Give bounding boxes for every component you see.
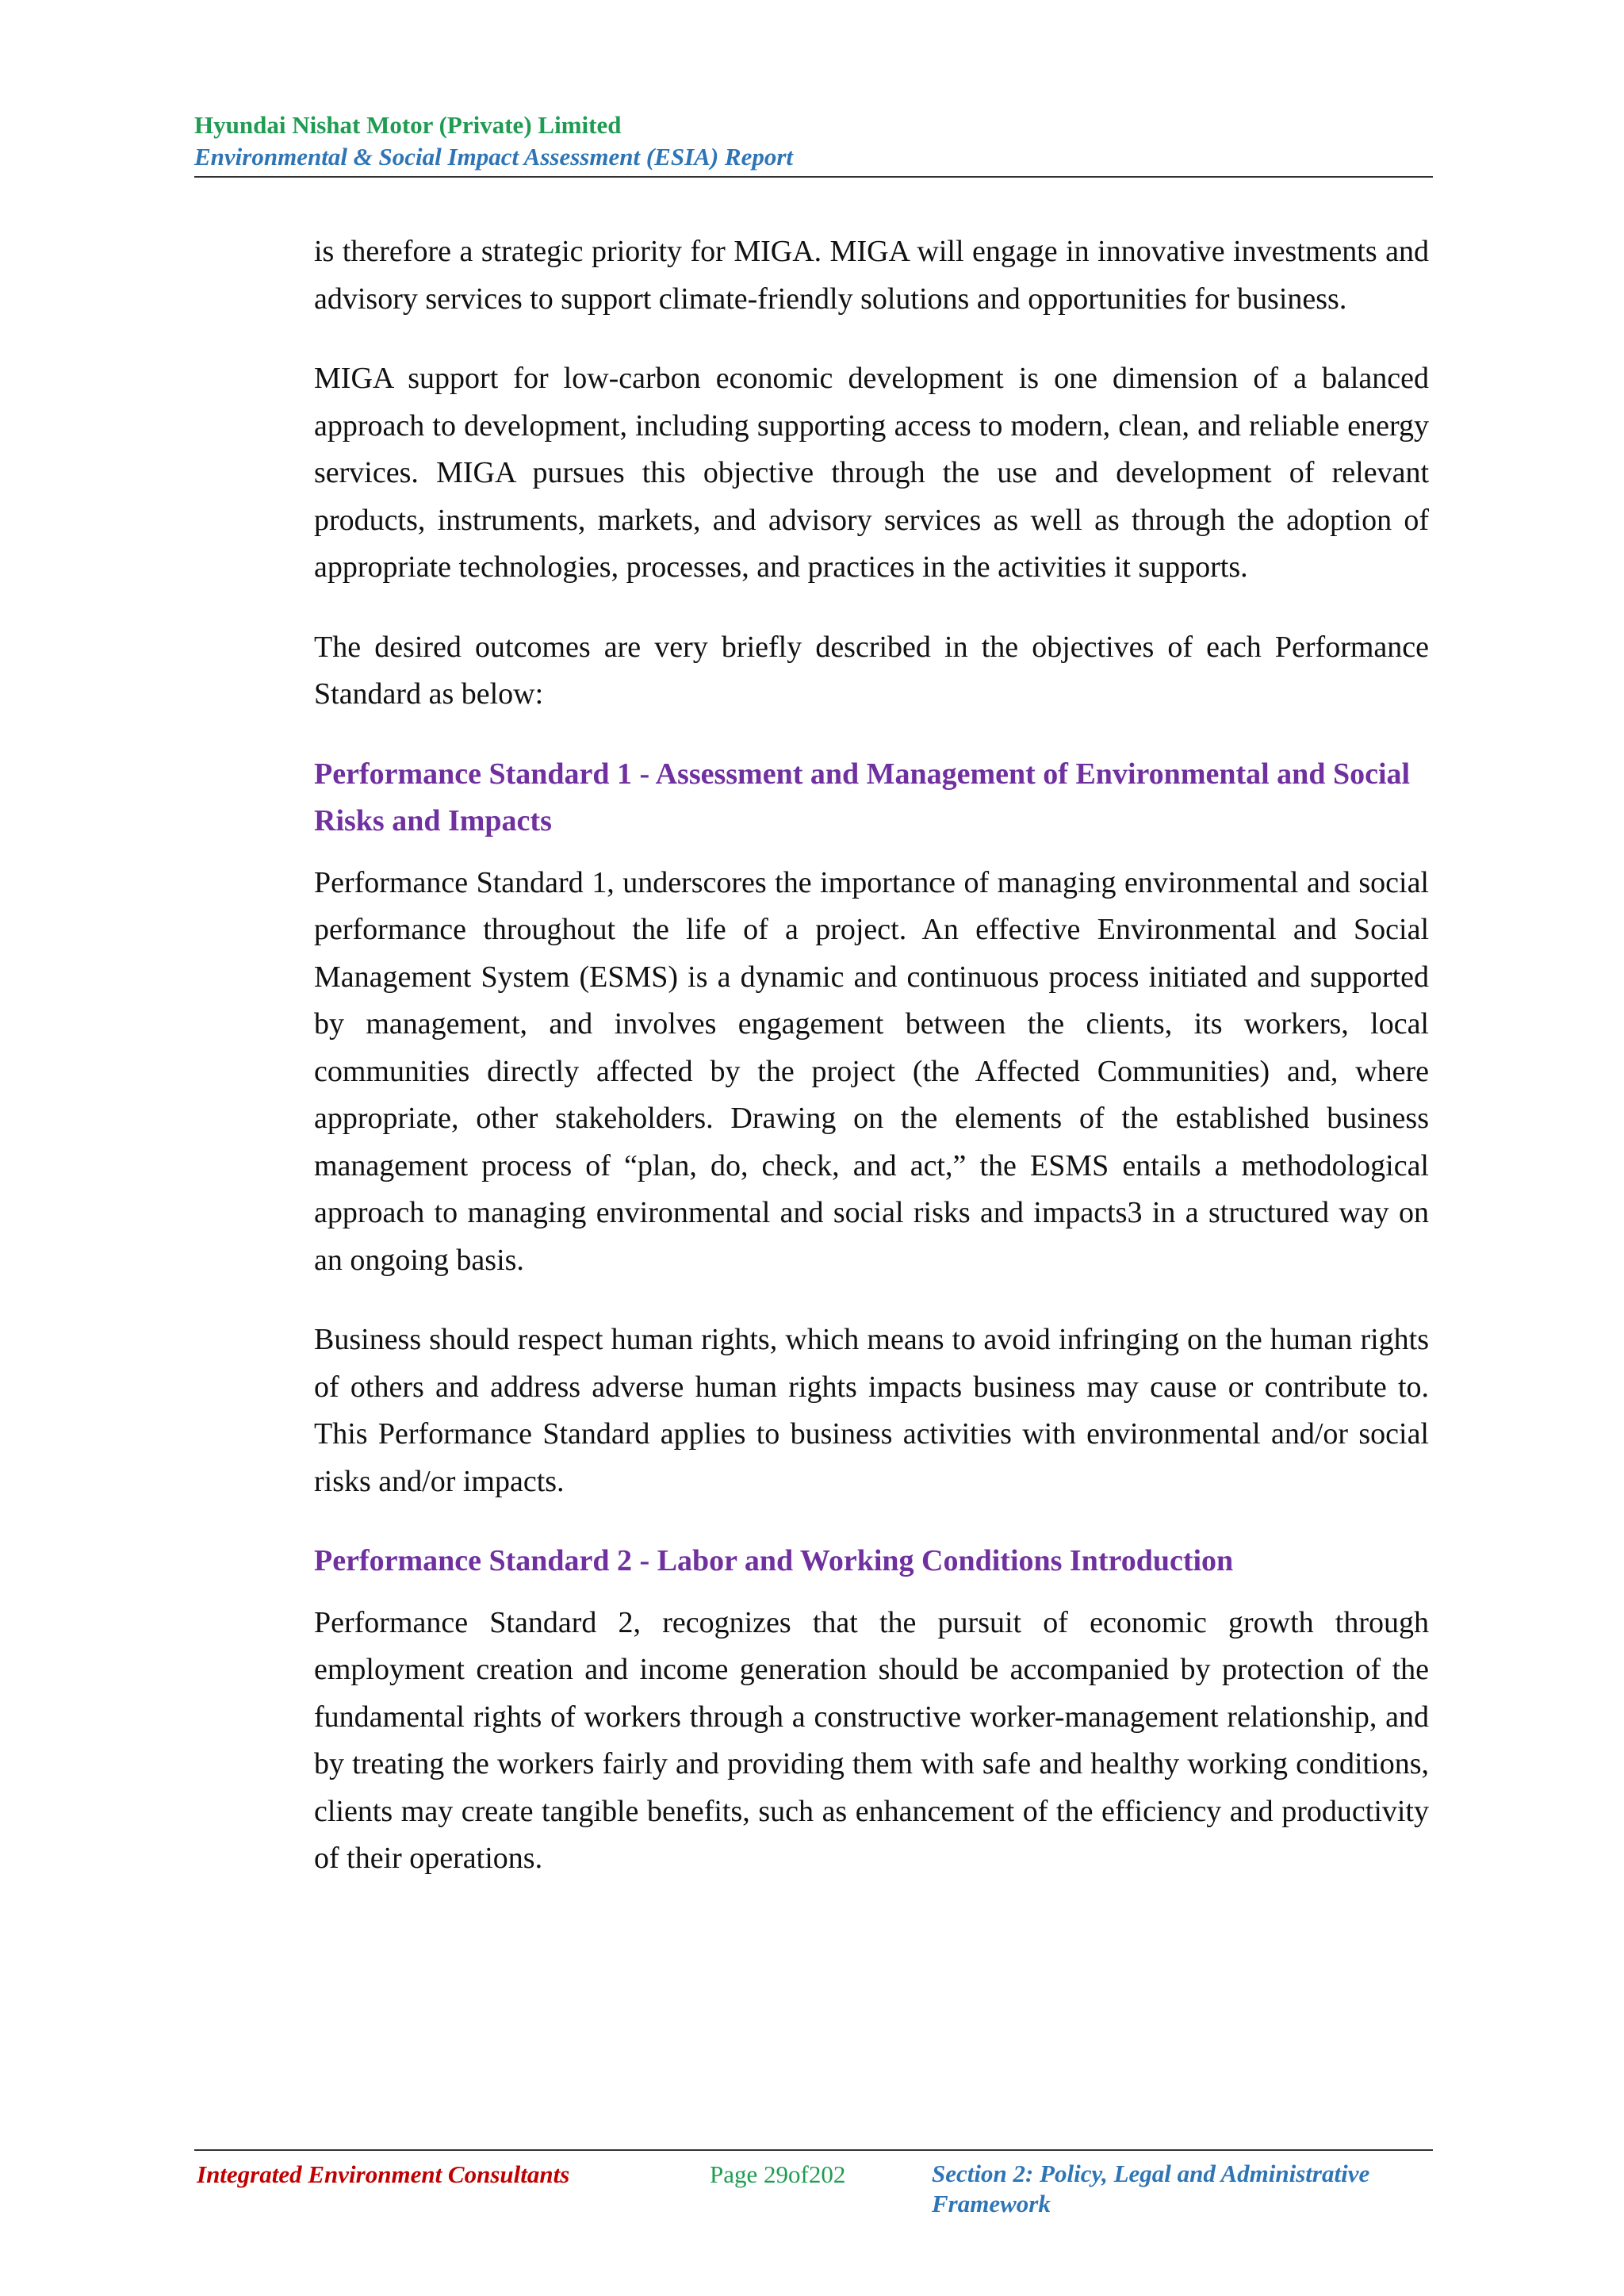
paragraph-miga-priority: is therefore a strategic priority for MIGA. MIGA will engage in innovative investments and advisory services to support climate-friendly solutions and opportunities for business.: [314, 235, 1429, 316]
page-footer: [194, 2149, 1433, 2217]
heading-performance-standard-1: Performance Standard 1 - Assessment and Management of Environmental and Social Risks and Impacts: [314, 757, 1411, 838]
paragraph-ps1-esms: Performance Standard 1, underscores the importance of managing environmental and social performance throughout the life of a project. An effective Environmental and Social Management System (ESMS) is a dynamic and continuous process initiated and supported by management, and involves engagement between the clients, its workers, local communities directly affected by the project (the Affected Communities) and, where appropriate, other stakeholders. Drawing on the elements of the established business management process of “plan, do, check, and act,” the ESMS entails a methodological approach to managing environmental and social risks and impacts3 in a structured way on an ongoing basis.: [314, 865, 1429, 1277]
page-number: Page 29of202: [710, 2160, 846, 2188]
paragraph-ps2-labor: Performance Standard 2, recognizes that the pursuit of economic growth through employment creation and income generation should be accompanied by protection of the fundamental rights of workers through a constructive worker-management relationship, and by treating the workers fairly and providing them with safe and healthy working conditions, clients may create tangible benefits, such as enhancement of the efficiency and productivity of their operations.: [314, 1605, 1429, 1875]
paragraph-human-rights: Business should respect human rights, which means to avoid infringing on the human rights of others and address adverse human rights impacts business may cause or contribute to. This Performance Standard applies to business activities with environmental and/or social risks and/or impacts.: [314, 1323, 1429, 1498]
heading-performance-standard-2: Performance Standard 2 - Labor and Working Conditions Introduction: [314, 1544, 1234, 1577]
document-body: [314, 228, 1429, 1915]
report-title: Environmental & Social Impact Assessment (ESIA) Report: [194, 143, 794, 171]
paragraph-low-carbon: MIGA support for low-carbon economic development is one dimension of a balanced approach to development, including supporting access to modern, clean, and reliable energy services. MIGA pursues this objective through the use and development of relevant products, instruments, markets, and advisory services as well as through the adoption of appropriate technologies, processes, and practices in the activities it supports.: [314, 362, 1429, 584]
footer-consultant: Integrated Environment Consultants: [197, 2160, 570, 2188]
paragraph-desired-outcomes: The desired outcomes are very briefly described in the objectives of each Performance Standard as below:: [314, 630, 1429, 711]
company-name: Hyundai Nishat Motor (Private) Limited: [194, 111, 622, 139]
footer-section-title: Section 2: Policy, Legal and Administrative Framework: [932, 2160, 1370, 2217]
page-header: [194, 109, 1433, 178]
